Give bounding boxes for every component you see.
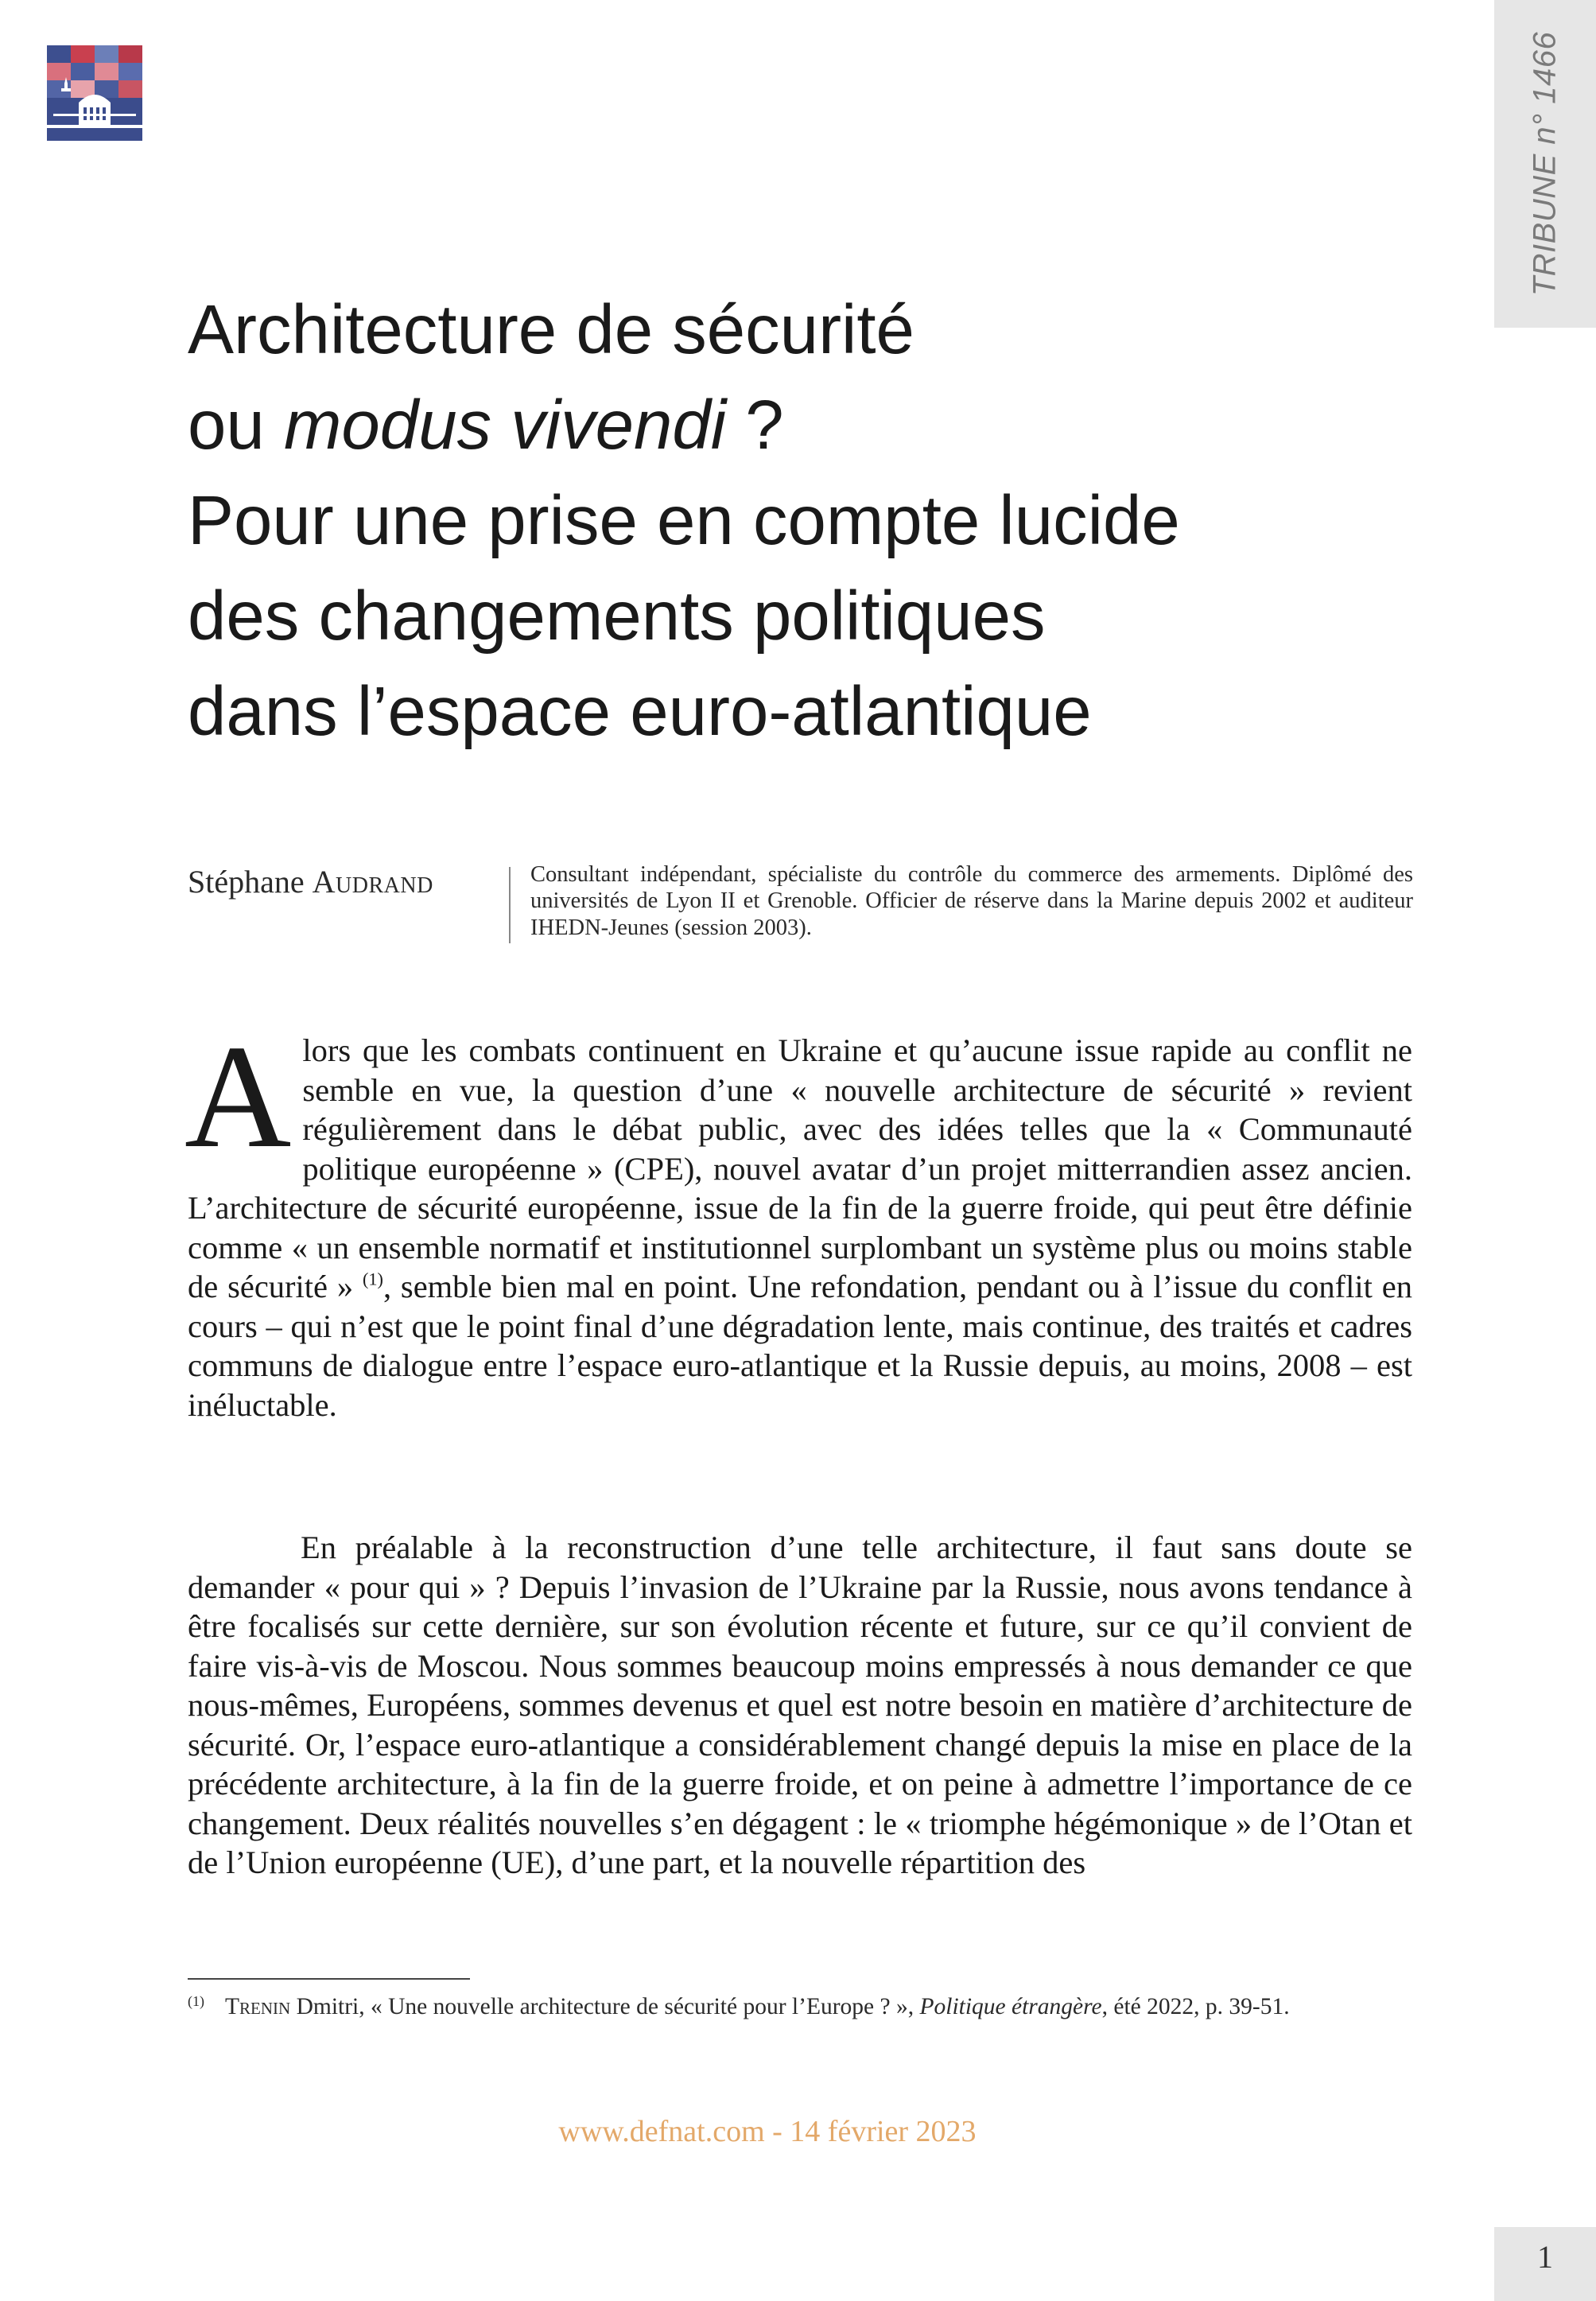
drop-cap: A [184,1015,292,1179]
page-number: 1 [1537,2239,1553,2275]
logo-image [47,45,142,141]
page-number-tab [1494,2227,1596,2301]
title-line-4: des changements politiques [188,577,1046,655]
body-paragraph-2: En préalable à la reconstruction d’une telle architecture, il faut sans doute se demander « pour qui » ? Depuis l’invasion de l’Ukraine par la Russie, nous avons tendance à être focalisés sur cette dernière, sur son évolution récente et future, sur ce qu’il convient de faire vis-à-vis de Moscou. Nous sommes beaucoup moins empressés à nous demander ce que nous-mêmes, Européens, sommes devenus et quel est notre besoin en matière d’architecture de sécurité. Or, l’espace euro-atlantique a considérablement changé depuis la mise en place de la précédente architecture, à la fin de la guerre froide, et on peine à admettre l’importance de ce changement. Deux réalités nouvelles s’en dégagent : le « triomphe hégémonique » de l’Otan et de l’Union européenne (UE), d’une part, et la nouvelle répartition des [188,1529,1412,1880]
author-name: Stéphane Audrand [188,864,433,900]
title-line-3: Pour une prise en compte lucide [188,482,1180,560]
title-line-5: dans l’espace euro-atlantique [188,673,1092,751]
footnote-rule [188,1978,470,1980]
article-title [188,282,1380,760]
author-bio: Consultant indépendant, spécialiste du contrôle du commerce des armements. Diplômé des universités de Lyon II et Grenoble. Officier de réserve dans la Marine depuis 2002 et auditeur IHEDN-Jeunes (session 2003). [530,862,1413,940]
footnote-journal: Politique étrangère [919,1994,1102,2019]
author-divider [509,867,511,943]
footnote-author: Trenin [225,1994,291,2019]
tribune-label: TRIBUNE n° 1466 [1527,31,1563,297]
title-italic: modus vivendi [283,387,727,464]
footnote-mark: (1) [188,1993,204,2009]
footnote-ref[interactable]: (1) [362,1269,383,1289]
footnote: $^{(1)}$ Trenin Dmitri, « Une nouvelle architecture de sécurité pour l’Europe ? », Politique étrangère, été 2022, p. 39-51. [188,1993,1290,2019]
title-line-2: ou modus vivendi ? [188,387,784,464]
body-paragraph-1: Alors que les combats continuent en Ukraine et qu’aucune issue rapide au conflit ne semble en vue, la question d’une « nouvelle architecture de sécurité » revient régulièrement dans le débat public, avec des idées telles que la « Communauté politique européenne » (CPE), nouvel avatar d’un projet mitterrandien assez ancien. L’architecture de sécurité européenne, issue de la fin de la guerre froide, qui peut être définie comme « un ensemble normatif et institutionnel surplombant un système plus ou moins stable de sécurité » $^{(1)}$, semble bien mal en point. Une refondation, pendant ou à l’issue du conflit en cours – qui n’est que le point final d’une dégradation lente, mais continue, des traités et cadres communs de dialogue entre l’espace euro-atlantique et la Russie depuis, au moins, 2008 – est inéluctable. [184,1015,1412,1423]
title-line-1: Architecture de sécurité [188,291,914,368]
revue-logo [47,45,142,141]
footer-url-date[interactable]: www.defnat.com - 14 février 2023 [558,2115,977,2148]
author-last-name: Audrand [312,864,433,900]
tribune-tab [1494,0,1596,328]
